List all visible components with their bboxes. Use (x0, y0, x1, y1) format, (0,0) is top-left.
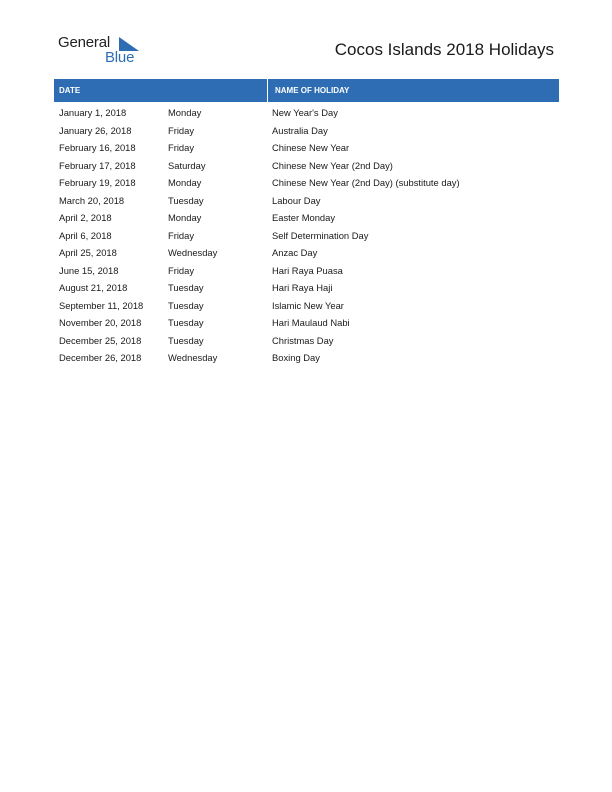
holiday-weekday: Wednesday (168, 352, 218, 364)
holiday-date: February 17, 2018 (59, 159, 136, 171)
holiday-name: Christmas Day (272, 334, 334, 346)
holiday-name: Self Determination Day (272, 229, 369, 241)
table-row (54, 297, 559, 315)
holiday-weekday: Monday (168, 212, 202, 224)
holiday-name: Australia Day (272, 124, 328, 136)
table-row (54, 192, 559, 210)
brand-logo (58, 34, 148, 68)
logo-text-general: General (58, 34, 110, 51)
holiday-weekday: Tuesday (168, 282, 204, 294)
holiday-name: Chinese New Year (2nd Day) (substitute day) (272, 177, 460, 189)
table-row (54, 157, 559, 175)
holiday-weekday: Tuesday (168, 317, 204, 329)
holiday-weekday: Friday (168, 264, 195, 276)
holiday-date: December 25, 2018 (59, 334, 142, 346)
holiday-weekday: Wednesday (168, 247, 218, 259)
holidays-table (54, 79, 559, 367)
table-row (54, 209, 559, 227)
holiday-weekday: Monday (168, 107, 202, 119)
holiday-weekday: Friday (168, 124, 195, 136)
column-header-date: DATE (54, 79, 268, 102)
holiday-date: March 20, 2018 (59, 194, 125, 206)
holiday-date: November 20, 2018 (59, 317, 142, 329)
holiday-name: Hari Maulaud Nabi (272, 317, 350, 329)
holiday-date: August 21, 2018 (59, 282, 128, 294)
holiday-weekday: Friday (168, 229, 195, 241)
table-row (54, 174, 559, 192)
holiday-date: December 26, 2018 (59, 352, 142, 364)
holiday-name: Chinese New Year (272, 142, 350, 154)
holiday-name: Hari Raya Haji (272, 282, 333, 294)
holiday-date: February 19, 2018 (59, 177, 136, 189)
holiday-date: February 16, 2018 (59, 142, 136, 154)
holiday-name: Boxing Day (272, 352, 320, 364)
holiday-name: Anzac Day (272, 247, 318, 259)
holiday-date: September 11, 2018 (59, 299, 144, 311)
holiday-date: April 25, 2018 (59, 247, 117, 259)
table-row (54, 349, 559, 367)
table-row (54, 244, 559, 262)
holiday-name: New Year's Day (272, 107, 338, 119)
holiday-date: January 26, 2018 (59, 124, 132, 136)
table-row (54, 262, 559, 280)
holiday-name: Chinese New Year (2nd Day) (272, 159, 393, 171)
holiday-name: Labour Day (272, 194, 321, 206)
holiday-name: Hari Raya Puasa (272, 264, 343, 276)
table-row (54, 279, 559, 297)
table-row (54, 332, 559, 350)
table-body (54, 102, 559, 367)
holiday-name: Islamic New Year (272, 299, 344, 311)
logo-text-blue: Blue (105, 49, 135, 66)
holiday-weekday: Tuesday (168, 194, 204, 206)
table-header (54, 79, 559, 102)
holiday-date: January 1, 2018 (59, 107, 127, 119)
holiday-weekday: Monday (168, 177, 202, 189)
holiday-date: June 15, 2018 (59, 264, 119, 276)
holiday-weekday: Tuesday (168, 299, 204, 311)
holiday-weekday: Friday (168, 142, 195, 154)
holiday-date: April 2, 2018 (59, 212, 112, 224)
table-row (54, 104, 559, 122)
holiday-name: Easter Monday (272, 212, 336, 224)
table-row (54, 314, 559, 332)
page-title: Cocos Islands 2018 Holidays (334, 40, 554, 59)
holiday-date: April 6, 2018 (59, 229, 112, 241)
table-row (54, 139, 559, 157)
holiday-weekday: Tuesday (168, 334, 204, 346)
table-row (54, 122, 559, 140)
column-header-name: NAME OF HOLIDAY (275, 86, 350, 95)
holiday-weekday: Saturday (168, 159, 206, 171)
table-row (54, 227, 559, 245)
